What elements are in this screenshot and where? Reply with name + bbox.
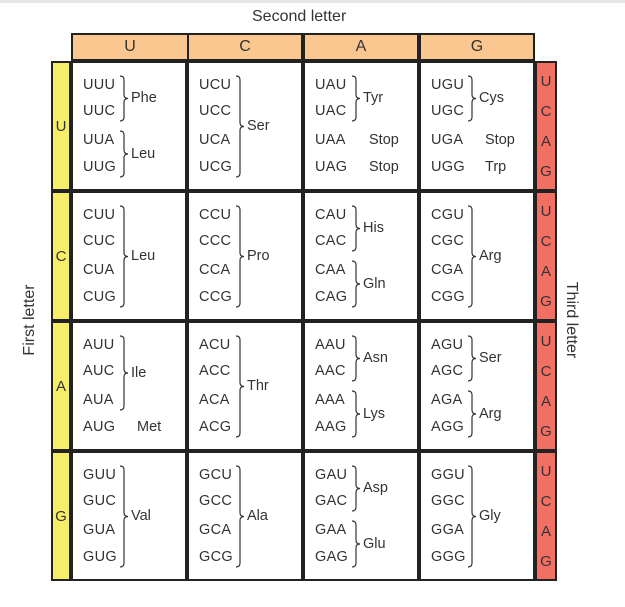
third-letter-a: A <box>540 522 551 540</box>
codon-label: GCA <box>199 522 232 538</box>
first-letter-header-c: C <box>51 191 71 321</box>
third-letter-a: A <box>540 132 551 150</box>
codon-label: CAA <box>315 262 346 278</box>
brace <box>351 206 361 251</box>
third-letter-a: A <box>540 392 551 410</box>
codon-label: CUG <box>83 289 117 305</box>
codon-label: UGC <box>431 103 465 119</box>
codon-label: AAU <box>315 337 346 353</box>
first-letter-header-u: U <box>51 61 71 191</box>
codon-label: CAG <box>315 289 348 305</box>
first-letter-label: First letter <box>21 284 38 356</box>
codon-label: UCG <box>199 159 233 175</box>
amino-acid-label: Leu <box>131 248 156 264</box>
brace <box>119 336 129 410</box>
second-letter-header-c: C <box>187 33 303 61</box>
codon-label: CUA <box>83 262 115 278</box>
amino-acid-label: Arg <box>479 405 502 422</box>
amino-acid-label: Val <box>131 508 151 524</box>
amino-acid-label: Stop <box>369 132 399 148</box>
amino-acid-label: Ala <box>247 508 268 524</box>
amino-acid-label: Met <box>137 419 162 435</box>
third-letter-g: G <box>540 422 552 440</box>
codon-label: CGC <box>431 233 465 249</box>
codon-label: UAC <box>315 103 347 119</box>
brace <box>467 391 477 437</box>
third-letter-u: U <box>540 72 552 90</box>
codon-label: CAC <box>315 233 347 249</box>
codon-cell <box>419 191 535 321</box>
amino-acid-label: Phe <box>131 90 157 106</box>
codon-label: GUA <box>83 522 116 538</box>
codon-label: UUG <box>83 159 117 175</box>
codon-cell <box>303 321 419 451</box>
codon-label: UCA <box>199 132 231 148</box>
top-divider <box>0 0 625 3</box>
amino-acid-label: Ile <box>131 364 147 381</box>
amino-acid-label: Lys <box>363 405 386 422</box>
second-letter-label: Second letter <box>252 8 347 25</box>
codon-cell <box>303 191 419 321</box>
third-letter-g: G <box>540 552 552 570</box>
codon-cell <box>303 451 419 581</box>
codon-label: GUU <box>83 467 117 483</box>
codon-label: CCA <box>199 262 231 278</box>
codon-label: UGG <box>431 159 465 175</box>
brace <box>119 466 129 567</box>
amino-acid-label: Arg <box>479 248 502 264</box>
codon-cell <box>187 191 303 321</box>
codon-cell <box>419 321 535 451</box>
codon-label: AUU <box>83 337 115 353</box>
codon-label: UUC <box>83 103 116 119</box>
brace <box>351 466 361 511</box>
codon-label: GGA <box>431 522 465 538</box>
amino-acid-label: Asp <box>363 480 388 496</box>
amino-acid-label: Cys <box>479 90 504 106</box>
brace <box>235 206 245 307</box>
codon-label: GGG <box>431 549 466 565</box>
brace <box>235 76 245 177</box>
third-letter-u: U <box>540 332 552 350</box>
codon-label: GCG <box>199 549 233 565</box>
codon-label: CGG <box>431 289 465 305</box>
third-letter-u: U <box>540 202 552 220</box>
amino-acid-label: Asn <box>363 350 388 366</box>
codon-label: GGC <box>431 493 465 509</box>
codon-label: UGU <box>431 77 465 93</box>
codon-label: UUU <box>83 77 116 93</box>
codon-label: CCC <box>199 233 232 249</box>
brace <box>119 206 129 307</box>
brace <box>467 466 477 567</box>
brace <box>351 76 361 121</box>
codon-label: ACG <box>199 419 232 435</box>
third-letter-u: U <box>540 462 552 480</box>
codon-label: CGU <box>431 207 465 223</box>
brace <box>235 336 245 437</box>
codon-label: CAU <box>315 207 347 223</box>
amino-acid-label: Trp <box>485 159 507 175</box>
first-letter-header-a: A <box>51 321 71 451</box>
amino-acid-label: Ser <box>479 350 502 366</box>
codon-label: GGU <box>431 467 465 483</box>
third-letter-label: Third letter <box>563 281 580 359</box>
amino-acid-label: Ser <box>247 118 270 134</box>
codon-label: UAG <box>315 159 348 175</box>
third-letter-column <box>535 191 557 321</box>
codon-label: ACU <box>199 337 231 353</box>
codon-label: GAA <box>315 522 347 538</box>
amino-acid-label: Stop <box>369 159 399 175</box>
codon-label: CUU <box>83 207 116 223</box>
amino-acid-label: Tyr <box>363 90 384 106</box>
codon-cell <box>71 61 187 191</box>
codon-label: CUC <box>83 233 116 249</box>
third-letter-c: C <box>540 232 552 250</box>
brace <box>467 206 477 307</box>
codon-label: ACC <box>199 363 231 379</box>
codon-label: UGA <box>431 132 464 148</box>
codon-cell <box>71 321 187 451</box>
codon-label: UAU <box>315 77 347 93</box>
codon-label: CGA <box>431 262 464 278</box>
codon-label: GAG <box>315 549 349 565</box>
codon-label: AUA <box>83 392 114 408</box>
amino-acid-label: Pro <box>247 248 270 264</box>
codon-label: AAG <box>315 419 347 435</box>
brace <box>467 336 477 381</box>
codon-cell <box>419 61 535 191</box>
codon-label: UCU <box>199 77 232 93</box>
amino-acid-label: Stop <box>485 132 515 148</box>
codon-cell <box>187 321 303 451</box>
codon-cell <box>303 61 419 191</box>
brace <box>351 391 361 437</box>
codon-cell <box>71 451 187 581</box>
codon-label: AGG <box>431 419 465 435</box>
brace <box>119 131 129 177</box>
amino-acid-label: Leu <box>131 145 156 162</box>
codon-cell <box>187 61 303 191</box>
third-letter-column <box>535 451 557 581</box>
amino-acid-label: Gly <box>479 508 501 524</box>
codon-label: ACA <box>199 392 230 408</box>
codon-label: AGU <box>431 337 464 353</box>
third-letter-c: C <box>540 102 552 120</box>
codon-label: GUG <box>83 549 117 565</box>
brace <box>351 521 361 567</box>
brace <box>467 76 477 121</box>
third-letter-column <box>535 61 557 191</box>
codon-label: GCU <box>199 467 233 483</box>
amino-acid-label: Thr <box>247 378 269 394</box>
codon-label: AAA <box>315 392 345 408</box>
codon-label: GAU <box>315 467 348 483</box>
codon-cell <box>419 451 535 581</box>
brace <box>351 261 361 307</box>
first-letter-header-g: G <box>51 451 71 581</box>
third-letter-g: G <box>540 162 552 180</box>
codon-label: GAC <box>315 493 348 509</box>
codon-cell <box>71 191 187 321</box>
third-letter-c: C <box>540 492 552 510</box>
codon-label: AUC <box>83 363 115 379</box>
codon-label: UUA <box>83 132 115 148</box>
second-letter-header-g: G <box>419 33 535 61</box>
codon-label: AAC <box>315 363 346 379</box>
amino-acid-label: Glu <box>363 535 386 552</box>
third-letter-column <box>535 321 557 451</box>
codon-label: GCC <box>199 493 233 509</box>
codon-label: GUC <box>83 493 117 509</box>
third-letter-a: A <box>540 262 551 280</box>
codon-label: UCC <box>199 103 232 119</box>
codon-label: AGA <box>431 392 463 408</box>
codon-label: CCU <box>199 207 232 223</box>
codon-cell <box>187 451 303 581</box>
amino-acid-label: Gln <box>363 275 386 292</box>
codon-label: CCG <box>199 289 233 305</box>
second-letter-header-u: U <box>71 33 189 61</box>
brace <box>119 76 129 121</box>
codon-label: AUG <box>83 419 116 435</box>
brace <box>235 466 245 567</box>
brace <box>351 336 361 381</box>
second-letter-header-a: A <box>303 33 419 61</box>
codon-label: UAA <box>315 132 346 148</box>
amino-acid-label: His <box>363 220 384 236</box>
third-letter-c: C <box>540 362 552 380</box>
third-letter-g: G <box>540 292 552 310</box>
codon-label: AGC <box>431 363 464 379</box>
